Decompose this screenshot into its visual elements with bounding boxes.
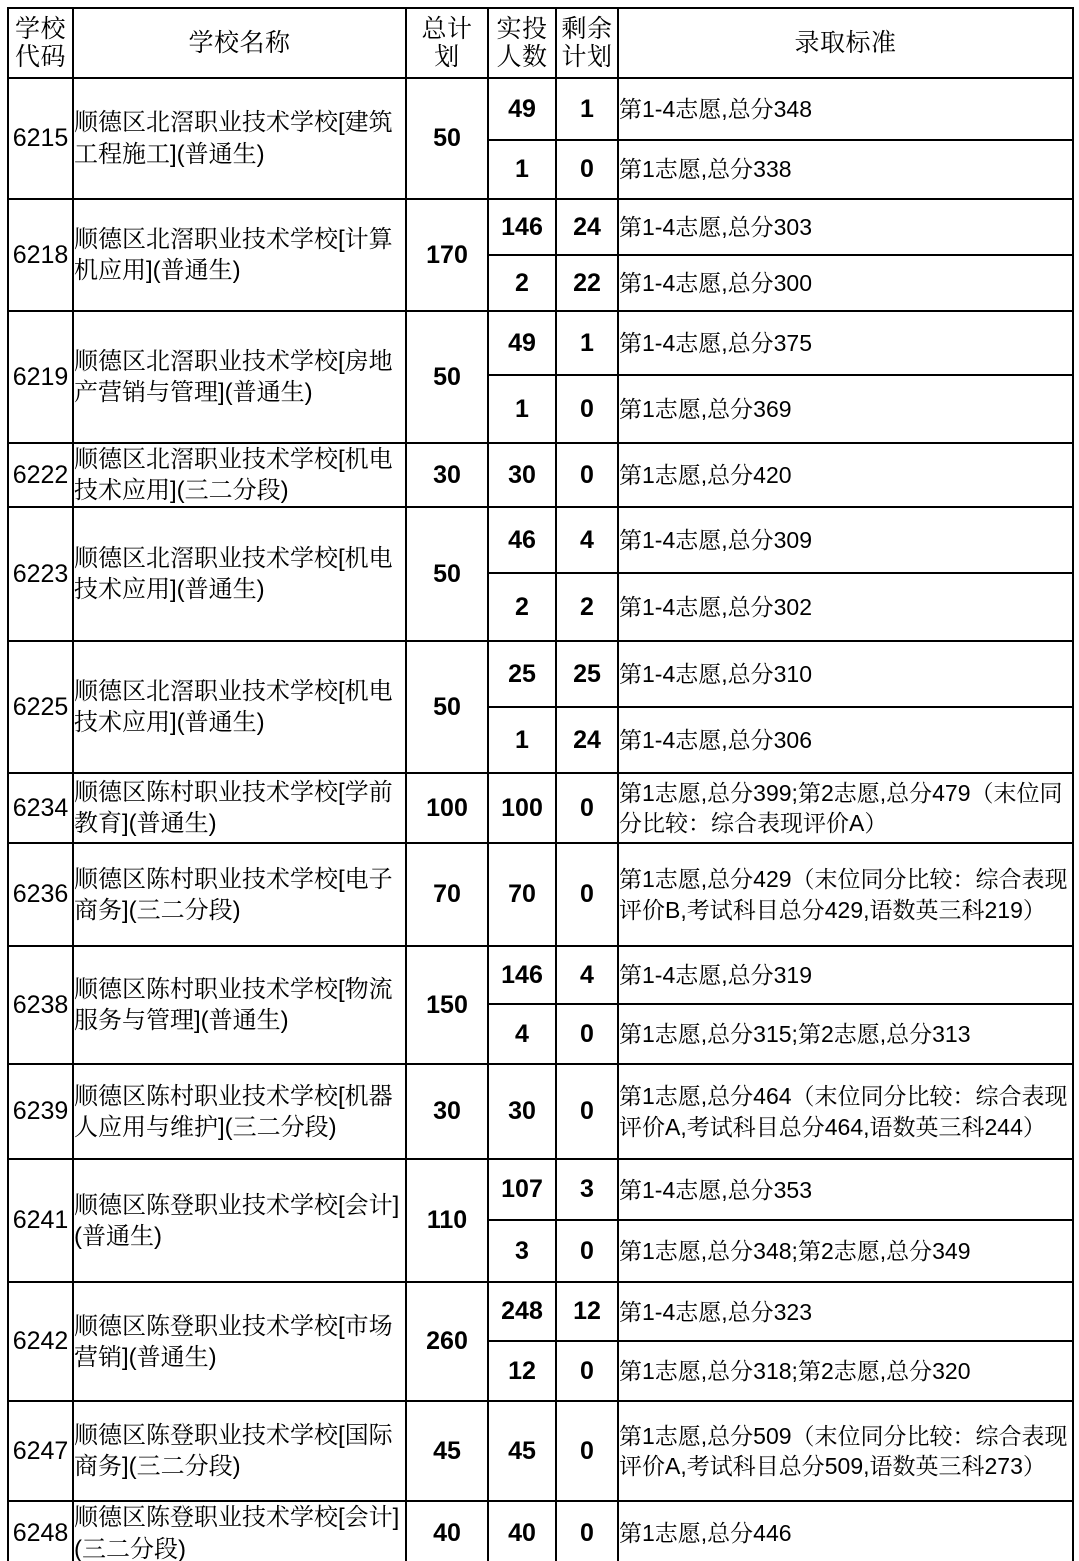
cell-remaining-plan: 0: [556, 1341, 618, 1401]
cell-remaining-plan: 1: [556, 311, 618, 375]
column-header-actual-admitted: 实投 人数: [488, 8, 556, 78]
table-row: [8, 1501, 1073, 1561]
table-row: [8, 1282, 1073, 1341]
cell-remaining-plan: 0: [556, 375, 618, 443]
cell-school-code: 6219: [8, 311, 73, 443]
cell-total-plan: 150: [406, 946, 488, 1064]
cell-remaining-plan: 4: [556, 946, 618, 1004]
cell-admission-criteria: 第1志愿,总分429（末位同分比较：综合表现评价B,考试科目总分429,语数英三科219）: [618, 843, 1073, 946]
table-body: [8, 78, 1073, 1561]
column-header-remaining-plan: 剩余 计划: [556, 8, 618, 78]
cell-school-name: 顺德区北滘职业技术学校[房地产营销与管理](普通生): [73, 311, 406, 443]
cell-actual-admitted: 49: [488, 311, 556, 375]
table-row: [8, 311, 1073, 375]
cell-school-name: 顺德区陈登职业技术学校[国际商务](三二分段): [73, 1401, 406, 1501]
cell-school-name: 顺德区陈登职业技术学校[会计](三二分段): [73, 1501, 406, 1561]
cell-total-plan: 30: [406, 1064, 488, 1159]
cell-school-name: 顺德区北滘职业技术学校[建筑工程施工](普通生): [73, 78, 406, 199]
cell-admission-criteria: 第1志愿,总分318;第2志愿,总分320: [618, 1341, 1073, 1401]
cell-actual-admitted: 49: [488, 78, 556, 140]
admission-results-table: [7, 7, 1074, 1561]
cell-actual-admitted: 12: [488, 1341, 556, 1401]
table-row: [8, 843, 1073, 946]
cell-remaining-plan: 0: [556, 443, 618, 507]
cell-actual-admitted: 25: [488, 641, 556, 707]
cell-actual-admitted: 1: [488, 707, 556, 773]
cell-admission-criteria: 第1志愿,总分420: [618, 443, 1073, 507]
cell-school-code: 6241: [8, 1159, 73, 1282]
cell-total-plan: 50: [406, 78, 488, 199]
cell-school-code: 6218: [8, 199, 73, 311]
cell-total-plan: 45: [406, 1401, 488, 1501]
cell-admission-criteria: 第1志愿,总分315;第2志愿,总分313: [618, 1004, 1073, 1064]
column-header-school-name: 学校名称: [73, 8, 406, 78]
cell-remaining-plan: 24: [556, 707, 618, 773]
cell-actual-admitted: 3: [488, 1220, 556, 1282]
table-header-row: [8, 8, 1073, 78]
cell-actual-admitted: 30: [488, 443, 556, 507]
cell-remaining-plan: 0: [556, 140, 618, 199]
cell-total-plan: 70: [406, 843, 488, 946]
column-header-total-plan: 总计 划: [406, 8, 488, 78]
cell-school-code: 6215: [8, 78, 73, 199]
cell-school-name: 顺德区北滘职业技术学校[机电技术应用](普通生): [73, 507, 406, 641]
cell-total-plan: 30: [406, 443, 488, 507]
cell-admission-criteria: 第1-4志愿,总分306: [618, 707, 1073, 773]
cell-school-name: 顺德区陈村职业技术学校[电子商务](三二分段): [73, 843, 406, 946]
cell-school-code: 6238: [8, 946, 73, 1064]
cell-school-name: 顺德区北滘职业技术学校[计算机应用](普通生): [73, 199, 406, 311]
cell-school-code: 6225: [8, 641, 73, 773]
table-row: [8, 641, 1073, 707]
cell-admission-criteria: 第1-4志愿,总分310: [618, 641, 1073, 707]
cell-total-plan: 50: [406, 507, 488, 641]
cell-remaining-plan: 4: [556, 507, 618, 573]
cell-school-code: 6239: [8, 1064, 73, 1159]
table-header: [8, 8, 1073, 78]
cell-remaining-plan: 12: [556, 1282, 618, 1341]
cell-admission-criteria: 第1志愿,总分338: [618, 140, 1073, 199]
cell-school-code: 6248: [8, 1501, 73, 1561]
cell-school-code: 6242: [8, 1282, 73, 1401]
cell-actual-admitted: 248: [488, 1282, 556, 1341]
table-row: [8, 1401, 1073, 1501]
cell-remaining-plan: 22: [556, 255, 618, 311]
table-row: [8, 1159, 1073, 1220]
cell-remaining-plan: 0: [556, 1064, 618, 1159]
cell-school-name: 顺德区北滘职业技术学校[机电技术应用](普通生): [73, 641, 406, 773]
table-row: [8, 199, 1073, 255]
cell-admission-criteria: 第1-4志愿,总分309: [618, 507, 1073, 573]
cell-admission-criteria: 第1志愿,总分399;第2志愿,总分479（末位同分比较：综合表现评价A）: [618, 773, 1073, 843]
cell-admission-criteria: 第1志愿,总分446: [618, 1501, 1073, 1561]
cell-school-code: 6223: [8, 507, 73, 641]
cell-actual-admitted: 2: [488, 573, 556, 641]
cell-admission-criteria: 第1-4志愿,总分319: [618, 946, 1073, 1004]
cell-school-name: 顺德区陈登职业技术学校[市场营销](普通生): [73, 1282, 406, 1401]
cell-total-plan: 170: [406, 199, 488, 311]
cell-actual-admitted: 100: [488, 773, 556, 843]
cell-total-plan: 100: [406, 773, 488, 843]
cell-admission-criteria: 第1-4志愿,总分323: [618, 1282, 1073, 1341]
cell-actual-admitted: 45: [488, 1401, 556, 1501]
cell-total-plan: 50: [406, 311, 488, 443]
cell-actual-admitted: 30: [488, 1064, 556, 1159]
table-row: [8, 1064, 1073, 1159]
table-row: [8, 946, 1073, 1004]
cell-school-code: 6222: [8, 443, 73, 507]
cell-remaining-plan: 0: [556, 843, 618, 946]
cell-remaining-plan: 3: [556, 1159, 618, 1220]
cell-admission-criteria: 第1志愿,总分509（末位同分比较：综合表现评价A,考试科目总分509,语数英三科273）: [618, 1401, 1073, 1501]
column-header-school-code: 学校 代码: [8, 8, 73, 78]
cell-admission-criteria: 第1-4志愿,总分300: [618, 255, 1073, 311]
cell-admission-criteria: 第1志愿,总分369: [618, 375, 1073, 443]
cell-actual-admitted: 46: [488, 507, 556, 573]
cell-school-code: 6234: [8, 773, 73, 843]
cell-admission-criteria: 第1-4志愿,总分303: [618, 199, 1073, 255]
cell-actual-admitted: 146: [488, 199, 556, 255]
cell-admission-criteria: 第1-4志愿,总分302: [618, 573, 1073, 641]
cell-remaining-plan: 0: [556, 1501, 618, 1561]
cell-remaining-plan: 0: [556, 1220, 618, 1282]
table-row: [8, 507, 1073, 573]
table-row: [8, 773, 1073, 843]
cell-school-name: 顺德区陈登职业技术学校[会计](普通生): [73, 1159, 406, 1282]
cell-admission-criteria: 第1志愿,总分464（末位同分比较：综合表现评价A,考试科目总分464,语数英三科244）: [618, 1064, 1073, 1159]
cell-admission-criteria: 第1志愿,总分348;第2志愿,总分349: [618, 1220, 1073, 1282]
cell-remaining-plan: 0: [556, 1401, 618, 1501]
cell-actual-admitted: 1: [488, 140, 556, 199]
cell-actual-admitted: 4: [488, 1004, 556, 1064]
cell-school-code: 6247: [8, 1401, 73, 1501]
cell-remaining-plan: 2: [556, 573, 618, 641]
cell-actual-admitted: 70: [488, 843, 556, 946]
cell-actual-admitted: 146: [488, 946, 556, 1004]
cell-remaining-plan: 0: [556, 773, 618, 843]
cell-total-plan: 260: [406, 1282, 488, 1401]
cell-admission-criteria: 第1-4志愿,总分375: [618, 311, 1073, 375]
cell-total-plan: 50: [406, 641, 488, 773]
cell-remaining-plan: 24: [556, 199, 618, 255]
cell-remaining-plan: 25: [556, 641, 618, 707]
cell-school-name: 顺德区陈村职业技术学校[机器人应用与维护](三二分段): [73, 1064, 406, 1159]
table-row: [8, 443, 1073, 507]
cell-actual-admitted: 1: [488, 375, 556, 443]
cell-admission-criteria: 第1-4志愿,总分353: [618, 1159, 1073, 1220]
cell-remaining-plan: 0: [556, 1004, 618, 1064]
cell-total-plan: 110: [406, 1159, 488, 1282]
cell-school-name: 顺德区北滘职业技术学校[机电技术应用](三二分段): [73, 443, 406, 507]
cell-school-code: 6236: [8, 843, 73, 946]
column-header-admission-criteria: 录取标准: [618, 8, 1073, 78]
cell-remaining-plan: 1: [556, 78, 618, 140]
cell-actual-admitted: 40: [488, 1501, 556, 1561]
table-row: [8, 78, 1073, 140]
cell-school-name: 顺德区陈村职业技术学校[物流服务与管理](普通生): [73, 946, 406, 1064]
cell-school-name: 顺德区陈村职业技术学校[学前教育](普通生): [73, 773, 406, 843]
cell-admission-criteria: 第1-4志愿,总分348: [618, 78, 1073, 140]
cell-actual-admitted: 107: [488, 1159, 556, 1220]
cell-actual-admitted: 2: [488, 255, 556, 311]
cell-total-plan: 40: [406, 1501, 488, 1561]
